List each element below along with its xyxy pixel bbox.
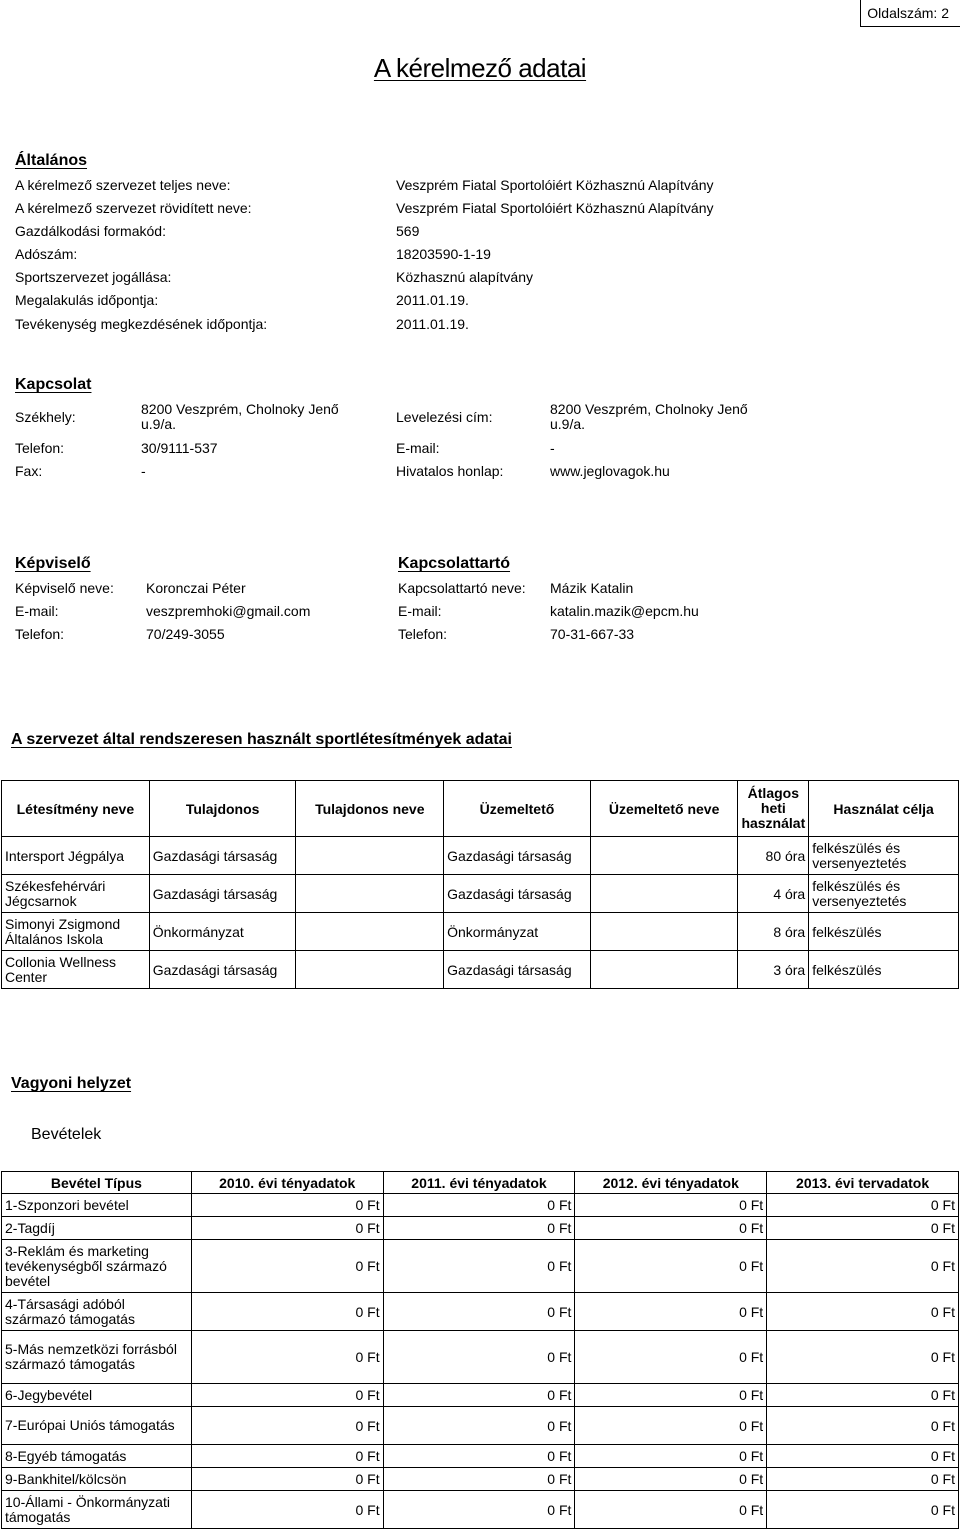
income-value: 0 Ft bbox=[383, 1468, 575, 1491]
income-value: 0 Ft bbox=[575, 1491, 767, 1529]
income-value: 0 Ft bbox=[575, 1445, 767, 1468]
table-row bbox=[2, 1445, 959, 1468]
facility-weekly-hours: 3 óra bbox=[738, 951, 809, 989]
income-value: 0 Ft bbox=[767, 1384, 959, 1407]
facility-purpose: felkészülés bbox=[809, 913, 959, 951]
facility-owner-name bbox=[296, 951, 444, 989]
income-value: 0 Ft bbox=[191, 1445, 383, 1468]
income-type: 5-Más nemzetközi forrásból származó támogatás bbox=[2, 1331, 192, 1384]
income-type: 10-Állami - Önkormányzati támogatás bbox=[2, 1491, 192, 1529]
contact-person-phone-label: Telefon: bbox=[398, 626, 448, 642]
table-row bbox=[2, 875, 959, 913]
column-header: Bevétel Típus bbox=[2, 1172, 192, 1194]
column-header: Használat célja bbox=[809, 781, 959, 837]
representative-name-value: Koronczai Péter bbox=[146, 580, 246, 596]
table-row bbox=[2, 1468, 959, 1491]
general-label: Tevékenység megkezdésének időpontja: bbox=[15, 316, 268, 332]
income-value: 0 Ft bbox=[575, 1407, 767, 1445]
income-type: 2-Tagdíj bbox=[2, 1217, 192, 1240]
general-label: Sportszervezet jogállása: bbox=[15, 269, 172, 285]
facility-weekly-hours: 8 óra bbox=[738, 913, 809, 951]
income-value: 0 Ft bbox=[191, 1407, 383, 1445]
facilities-table bbox=[1, 780, 959, 989]
income-value: 0 Ft bbox=[191, 1384, 383, 1407]
table-row bbox=[2, 1384, 959, 1407]
income-value: 0 Ft bbox=[383, 1407, 575, 1445]
income-value: 0 Ft bbox=[191, 1217, 383, 1240]
general-value: 2011.01.19. bbox=[396, 316, 469, 332]
column-header: 2010. évi tényadatok bbox=[191, 1172, 383, 1194]
contact-heading: Kapcsolat bbox=[15, 376, 92, 393]
page-title bbox=[0, 53, 960, 84]
income-value: 0 Ft bbox=[383, 1293, 575, 1331]
income-value: 0 Ft bbox=[767, 1293, 959, 1331]
income-value: 0 Ft bbox=[575, 1468, 767, 1491]
facility-operator: Gazdasági társaság bbox=[444, 951, 591, 989]
facility-weekly-hours: 4 óra bbox=[738, 875, 809, 913]
general-heading: Általános bbox=[15, 152, 88, 169]
general-value: Közhasznú alapítvány bbox=[396, 269, 533, 285]
table-row bbox=[2, 1194, 959, 1217]
seat-value: 8200 Veszprém, Cholnoky Jenő u.9/a. bbox=[141, 401, 339, 432]
facility-purpose: felkészülés bbox=[809, 951, 959, 989]
column-header: Üzemeltető neve bbox=[590, 781, 738, 837]
income-value: 0 Ft bbox=[383, 1194, 575, 1217]
general-label: Megalakulás időpontja: bbox=[15, 292, 159, 308]
table-row bbox=[2, 1240, 959, 1293]
contact-person-name-label: Kapcsolattartó neve: bbox=[398, 580, 526, 596]
representative-email-value: veszpremhoki@gmail.com bbox=[146, 603, 311, 619]
representative-phone-value: 70/249-3055 bbox=[146, 626, 225, 642]
page-number-box bbox=[860, 0, 960, 27]
facility-owner: Gazdasági társaság bbox=[149, 837, 296, 875]
income-value: 0 Ft bbox=[575, 1384, 767, 1407]
facility-weekly-hours: 80 óra bbox=[738, 837, 809, 875]
facility-operator: Gazdasági társaság bbox=[444, 875, 591, 913]
contact-person-heading: Kapcsolattartó bbox=[398, 555, 511, 572]
income-value: 0 Ft bbox=[191, 1331, 383, 1384]
table-row bbox=[2, 951, 959, 989]
table-row bbox=[2, 837, 959, 875]
email-label: E-mail: bbox=[396, 440, 440, 456]
table-row bbox=[2, 913, 959, 951]
general-value: 18203590-1-19 bbox=[396, 246, 491, 262]
income-table bbox=[1, 1171, 959, 1529]
phone-value: 30/9111-537 bbox=[141, 440, 218, 456]
representative-phone-label: Telefon: bbox=[15, 626, 65, 642]
facility-owner-name bbox=[296, 913, 444, 951]
income-value: 0 Ft bbox=[767, 1407, 959, 1445]
income-value: 0 Ft bbox=[383, 1331, 575, 1384]
column-header: 2013. évi tervadatok bbox=[767, 1172, 959, 1194]
contact-person-phone-value: 70-31-667-33 bbox=[550, 626, 635, 642]
income-value: 0 Ft bbox=[191, 1194, 383, 1217]
representative-heading: Képviselő bbox=[15, 555, 91, 572]
mail-address-value: 8200 Veszprém, Cholnoky Jenő u.9/a. bbox=[550, 401, 748, 432]
income-value: 0 Ft bbox=[191, 1491, 383, 1529]
contact-person-email-label: E-mail: bbox=[398, 603, 442, 619]
website-label: Hivatalos honlap: bbox=[396, 463, 504, 479]
general-label: A kérelmező szervezet rövidített neve: bbox=[15, 200, 252, 216]
income-value: 0 Ft bbox=[767, 1491, 959, 1529]
income-type: 7-Európai Uniós támogatás bbox=[2, 1407, 192, 1445]
income-type: 6-Jegybevétel bbox=[2, 1384, 192, 1407]
email-value: - bbox=[550, 440, 555, 456]
income-value: 0 Ft bbox=[191, 1293, 383, 1331]
general-label: Gazdálkodási formakód: bbox=[15, 223, 166, 239]
income-type: 8-Egyéb támogatás bbox=[2, 1445, 192, 1468]
income-value: 0 Ft bbox=[575, 1240, 767, 1293]
income-header-row bbox=[2, 1172, 959, 1194]
facility-operator-name bbox=[590, 951, 738, 989]
phone-label: Telefon: bbox=[15, 440, 65, 456]
facility-operator-name bbox=[590, 913, 738, 951]
income-value: 0 Ft bbox=[767, 1468, 959, 1491]
mail-address-label: Levelezési cím: bbox=[396, 409, 493, 425]
facility-owner: Gazdasági társaság bbox=[149, 951, 296, 989]
income-value: 0 Ft bbox=[383, 1445, 575, 1468]
table-row bbox=[2, 1217, 959, 1240]
income-value: 0 Ft bbox=[383, 1491, 575, 1529]
facilities-header-row bbox=[2, 781, 959, 837]
income-value: 0 Ft bbox=[767, 1194, 959, 1217]
income-value: 0 Ft bbox=[575, 1331, 767, 1384]
column-header: 2012. évi tényadatok bbox=[575, 1172, 767, 1194]
income-value: 0 Ft bbox=[383, 1217, 575, 1240]
fax-value: - bbox=[141, 463, 146, 479]
assets-heading: Vagyoni helyzet bbox=[11, 1075, 132, 1092]
table-row bbox=[2, 1293, 959, 1331]
income-value: 0 Ft bbox=[575, 1194, 767, 1217]
facility-operator-name bbox=[590, 875, 738, 913]
general-label: A kérelmező szervezet teljes neve: bbox=[15, 177, 231, 193]
fax-label: Fax: bbox=[15, 463, 43, 479]
income-value: 0 Ft bbox=[383, 1384, 575, 1407]
income-value: 0 Ft bbox=[191, 1468, 383, 1491]
facility-name: Székesfehérvári Jégcsarnok bbox=[2, 875, 150, 913]
income-type: 4-Társasági adóból származó támogatás bbox=[2, 1293, 192, 1331]
general-label: Adószám: bbox=[15, 246, 78, 262]
contact-person-name-value: Mázik Katalin bbox=[550, 580, 634, 596]
facility-name: Intersport Jégpálya bbox=[2, 837, 150, 875]
general-value: 2011.01.19. bbox=[396, 292, 469, 308]
income-value: 0 Ft bbox=[575, 1293, 767, 1331]
facility-purpose: felkészülés és versenyeztetés bbox=[809, 875, 959, 913]
column-header: 2011. évi tényadatok bbox=[383, 1172, 575, 1194]
website-value: www.jeglovagok.hu bbox=[550, 463, 670, 479]
general-value: 569 bbox=[396, 223, 420, 239]
column-header: Tulajdonos neve bbox=[296, 781, 444, 837]
income-heading: Bevételek bbox=[31, 1126, 102, 1143]
general-value: Veszprém Fiatal Sportolóiért Közhasznú Alapítvány bbox=[396, 200, 714, 216]
income-value: 0 Ft bbox=[767, 1331, 959, 1384]
seat-label: Székhely: bbox=[15, 409, 76, 425]
facility-name: Simonyi Zsigmond Általános Iskola bbox=[2, 913, 150, 951]
page-number: Oldalszám: 2 bbox=[867, 5, 949, 21]
income-value: 0 Ft bbox=[767, 1217, 959, 1240]
facility-owner-name bbox=[296, 875, 444, 913]
column-header: Létesítmény neve bbox=[2, 781, 150, 837]
facility-purpose: felkészülés és versenyeztetés bbox=[809, 837, 959, 875]
column-header: Tulajdonos bbox=[149, 781, 296, 837]
income-value: 0 Ft bbox=[575, 1217, 767, 1240]
facility-name: Collonia Wellness Center bbox=[2, 951, 150, 989]
facility-operator: Gazdasági társaság bbox=[444, 837, 591, 875]
table-row bbox=[2, 1331, 959, 1384]
page-title-text: A kérelmező adatai bbox=[373, 53, 587, 83]
facility-owner: Önkormányzat bbox=[149, 913, 296, 951]
income-value: 0 Ft bbox=[767, 1445, 959, 1468]
table-row bbox=[2, 1407, 959, 1445]
income-type: 1-Szponzori bevétel bbox=[2, 1194, 192, 1217]
income-type: 3-Reklám és marketing tevékenységből származó bevétel bbox=[2, 1240, 192, 1293]
representative-name-label: Képviselő neve: bbox=[15, 580, 114, 596]
income-value: 0 Ft bbox=[767, 1240, 959, 1293]
income-value: 0 Ft bbox=[383, 1240, 575, 1293]
facility-owner-name bbox=[296, 837, 444, 875]
general-value: Veszprém Fiatal Sportolóiért Közhasznú Alapítvány bbox=[396, 177, 714, 193]
facility-operator-name bbox=[590, 837, 738, 875]
facility-owner: Gazdasági társaság bbox=[149, 875, 296, 913]
table-row bbox=[2, 1491, 959, 1529]
contact-person-email-value: katalin.mazik@epcm.hu bbox=[550, 603, 699, 619]
column-header: Átlagos heti használat bbox=[738, 781, 809, 837]
representative-email-label: E-mail: bbox=[15, 603, 59, 619]
income-value: 0 Ft bbox=[191, 1240, 383, 1293]
column-header: Üzemeltető bbox=[444, 781, 591, 837]
income-type: 9-Bankhitel/kölcsön bbox=[2, 1468, 192, 1491]
facility-operator: Önkormányzat bbox=[444, 913, 591, 951]
facilities-heading: A szervezet által rendszeresen használt sportlétesítmények adatai bbox=[11, 731, 512, 748]
